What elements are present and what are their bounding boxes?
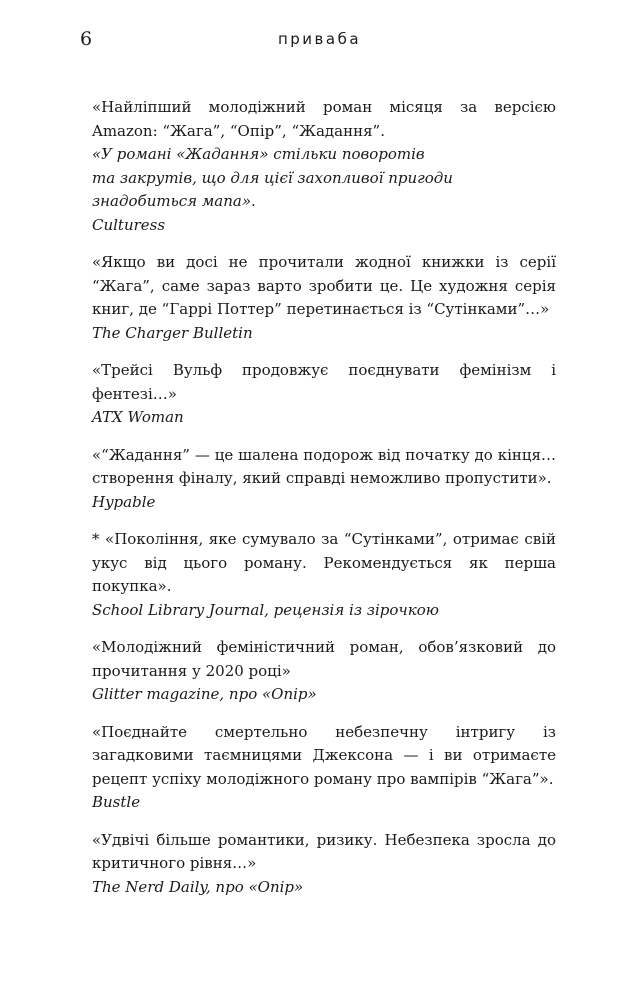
quote-text: «Трейсі Вульф продовжує поєднувати фемінізм і фентезі…» — [92, 361, 556, 403]
review-blurb — [92, 528, 556, 622]
quote-source: The Charger Bulletin — [92, 323, 253, 342]
page-number: 6 — [80, 28, 93, 50]
review-blurb — [92, 251, 556, 345]
review-blurb — [92, 636, 556, 707]
quote-source: School Library Journal, рецензія із зірочкою — [92, 600, 439, 619]
quote-source: Hypable — [92, 492, 156, 511]
review-blurbs — [92, 96, 556, 913]
quote-text: «Якщо ви досі не прочитали жодної книжки із серії “Жага”, саме зараз варто зробити це. Це художня серія книг, де “Гаррі Поттер” перетинається із “Сутінками”…» — [92, 253, 556, 318]
quote-source: ATX Woman — [92, 408, 184, 426]
quote-text: «Удвічі більше романтики, ризику. Небезпека зросла до критичного рівня…» — [92, 830, 556, 872]
quote-text: «“Жадання” — це шалена подорож від початку до кінця… створення фіналу, який справді неможливо пропустити». — [92, 445, 556, 487]
review-blurb — [92, 721, 556, 815]
quote-italic-line: знадобиться мапа». — [92, 192, 256, 210]
quote-text: «Поєднайте смертельно небезпечну інтригу із загадковими таємницями Джексона — і ви отримаєте рецепт успіху молодіжного роману про вампірів “Жага”». — [92, 722, 556, 788]
review-blurb — [92, 444, 556, 515]
quote-italic-line: «У романі «Жадання» стільки поворотів — [92, 145, 425, 163]
review-blurb — [92, 96, 556, 237]
page-header — [80, 28, 559, 58]
running-title: привaба — [277, 30, 362, 48]
review-blurb — [92, 829, 556, 900]
quote-source: Bustle — [92, 793, 141, 811]
review-blurb — [92, 359, 556, 430]
quote-text: «Молодіжний феміністичний роман, обов’язковий до прочитання у 2020 році» — [92, 638, 556, 680]
quote-text: * «Покоління, яке сумувало за “Сутінками”, отримає свій укус від цього роману. Рекомендується як перша покупка». — [92, 530, 556, 595]
quote-italic-line: та закрутів, що для цієї захопливої пригоди — [92, 168, 453, 187]
quote-source: Glitter magazine, про «Опір» — [92, 685, 317, 703]
quote-source: The Nerd Daily, про «Опір» — [92, 877, 304, 896]
quote-text: «Найліпший молодіжний роман місяця за версією Amazon: “Жага”, “Опір”, “Жадання”. — [92, 98, 556, 140]
quote-source: Culturess — [92, 215, 166, 234]
